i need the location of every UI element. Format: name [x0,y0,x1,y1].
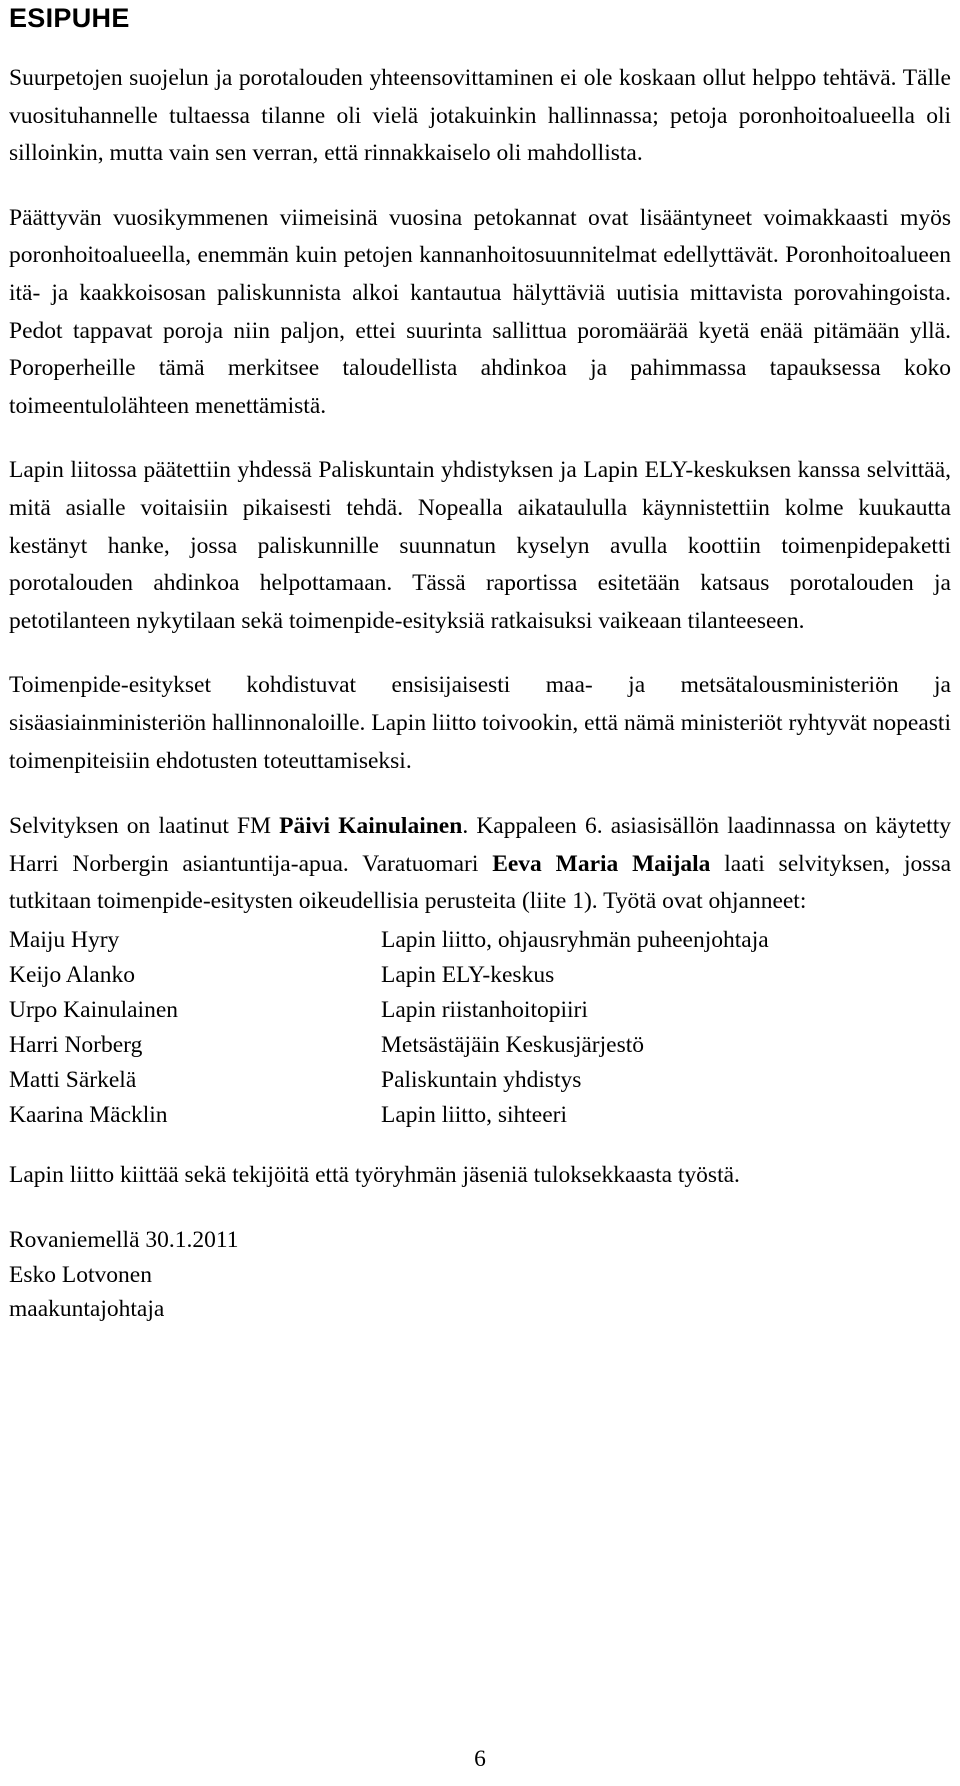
signature-block [9,1223,951,1327]
table-row [9,1028,769,1063]
lawyer-name: Eeva Maria Maijala [492,850,711,877]
document-page [9,0,951,1327]
table-row [9,1098,769,1133]
signature-place-date: Rovaniemellä 30.1.2011 [9,1227,239,1254]
page-heading: ESIPUHE [9,3,130,33]
authors-text-3: laati selvityksen, jossa tutkitaan toimenpide-esitysten oikeudellisia perusteita (liite 1). Työtä ovat ohjanneet: [9,850,952,915]
member-org: Lapin riistanhoitopiiri [381,996,588,1023]
member-org: Lapin liitto, ohjausryhmän puheenjohtaja [381,926,769,953]
steering-group-table [9,923,769,1133]
table-row [9,993,769,1028]
table-row [9,923,769,958]
paragraph-intro: Suurpetojen suojelun ja porotalouden yhteensovittaminen ei ole koskaan ollut helppo tehtävä. Tälle vuosituhannelle tultaessa tilanne oli vielä jotakuinkin hallinnassa; petoja poronhoitoalueella oli silloinkin, mutta vain sen verran, että rinnakkaiselo oli mahdollista. [9,65,951,167]
page-number: 6 [474,1746,486,1772]
member-name: Keijo Alanko [9,961,135,988]
member-name: Harri Norberg [9,1031,143,1058]
authors-text-2: . Kappaleen 6. asiasisällön laadinnassa on käytetty Harri Norbergin asiantuntija-apua. Varatuomari [9,813,951,877]
member-name: Maiju Hyry [9,926,120,953]
member-name: Matti Särkelä [9,1066,137,1093]
authors-text-1: Selvityksen on laatinut FM [9,813,280,840]
paragraph-proposals: Toimenpide-esitykset kohdistuvat ensisijaisesti maa- ja metsätalousministeriön ja sisäasiainministeriön hallinnonaloille. Lapin liitto toivookin, että nämä ministeriöt ryhtyvät nopeasti toimenpiteisiin ehdotusten toteuttamiseksi. [9,672,951,774]
paragraph-authors [9,808,951,921]
member-name: Kaarina Mäcklin [9,1101,168,1128]
author-name: Päivi Kainulainen [279,813,463,840]
member-name: Urpo Kainulainen [9,996,179,1023]
table-row [9,1063,769,1098]
member-org: Paliskuntain yhdistys [381,1066,582,1093]
signature-title: maakuntajohtaja [9,1296,165,1323]
signature-name: Esko Lotvonen [9,1261,152,1288]
paragraph-predator-growth: Päättyvän vuosikymmenen viimeisinä vuosina petokannat ovat lisääntyneet voimakkaasti myös poronhoitoalueella, enemmän kuin petojen kannanhoitosuunnitelmat edellyttävät. Poronhoitoalueen itä- ja kaakkoisosan paliskunnista alkoi kantautua hälyttäviä uutisia mittavista porovahingoista. Pedot tappavat poroja niin paljon, ettei suurinta sallittua poromäärää kyetä enää pitämään yllä. Poroperheille tämä merkitsee taloudellista ahdinkoa ja pahimmassa tapauksessa koko toimeentulolähteen menettämistä. [9,204,951,419]
paragraph-thanks: Lapin liitto kiittää sekä tekijöitä että työryhmän jäseniä tuloksekkaasta työstä. [9,1161,740,1188]
member-org: Metsästäjäin Keskusjärjestö [381,1031,645,1058]
member-org: Lapin ELY-keskus [381,961,555,988]
paragraph-project: Lapin liitossa päätettiin yhdessä Paliskuntain yhdistyksen ja Lapin ELY-keskuksen kanssa selvittää, mitä asialle voitaisiin pikaisesti tehdä. Nopealla aikataululla käynnistettiin kolme kuukautta kestänyt hanke, jossa paliskunnille suunnatun kyselyn avulla koottiin toimenpidepaketti porotalouden ahdinkoa helpottamaan. Tässä raportissa esitetään katsaus porotalouden ja petotilanteen nykytilaan sekä toimenpide-esityksiä ratkaisuksi vaikeaan tilanteeseen. [9,457,951,634]
table-row [9,958,769,993]
member-org: Lapin liitto, sihteeri [381,1101,568,1128]
